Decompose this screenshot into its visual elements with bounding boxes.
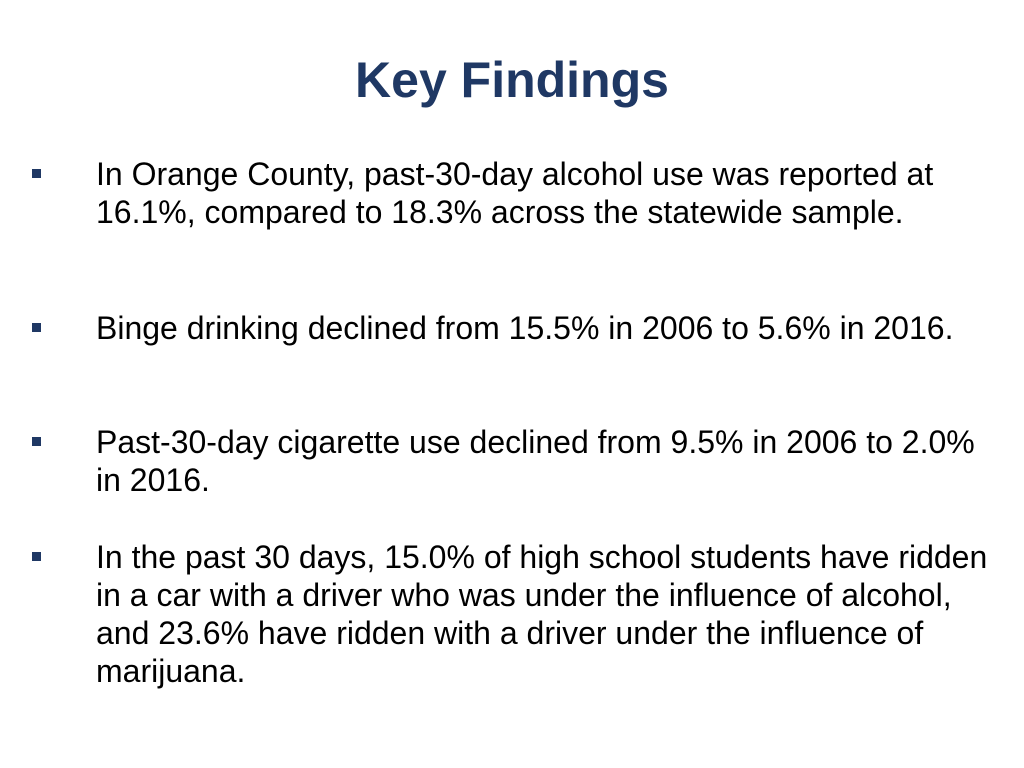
square-bullet-icon [32, 552, 41, 561]
bullet-text: Past-30-day cigarette use declined from 9.5% in 2006 to 2.0% in 2016. [96, 424, 975, 498]
bullet-text: Binge drinking declined from 15.5% in 2006 to 5.6% in 2016. [96, 310, 954, 346]
bullet-text: In the past 30 days, 15.0% of high school students have ridden in a car with a driver who was under the influence of alcohol, and 23.6% have ridden with a driver under the influence of marijuana. [96, 539, 988, 689]
slide-title: Key Findings [355, 52, 669, 108]
square-bullet-icon [32, 169, 41, 178]
square-bullet-icon [32, 437, 41, 446]
square-bullet-icon [32, 323, 41, 332]
bullet-text: In Orange County, past-30-day alcohol use was reported at 16.1%, compared to 18.3% across the statewide sample. [96, 156, 934, 230]
